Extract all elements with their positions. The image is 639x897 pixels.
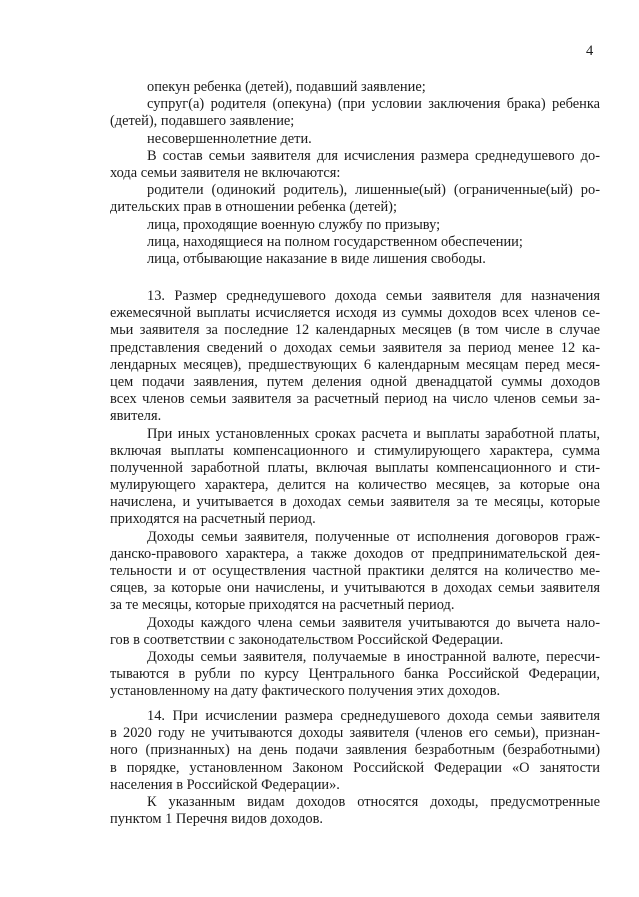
text-line: Доходы семьи заявителя, полученные от исполнения договоров граж- bbox=[147, 528, 600, 545]
text-line: тываются в рубли по курсу Центрального банка Российской Федерации, bbox=[110, 666, 600, 683]
text-line: несовершеннолетние дети. bbox=[147, 130, 312, 147]
text-line: ного (признанных) на день подачи заявления безработным (безработными) bbox=[110, 742, 600, 759]
section-13 bbox=[110, 288, 600, 701]
text-line: родители (одинокий родитель), лишенные(ый) (ограниченные(ый) ро- bbox=[147, 182, 600, 199]
text-line: включая выплаты компенсационного и стимулирующего характера, сумма bbox=[110, 442, 600, 459]
text-line: ежемесячной выплаты исчисляется исходя из суммы доходов всех членов се- bbox=[110, 305, 600, 322]
text-line: начислена, и учитывается в доходах семьи заявителя за те месяцы, которые bbox=[110, 494, 600, 511]
text-line: Доходы каждого члена семьи заявителя учитываются до вычета нало- bbox=[147, 614, 600, 631]
text-line: В состав семьи заявителя для исчисления размера среднедушевого до- bbox=[147, 147, 600, 164]
section-family-composition bbox=[110, 79, 600, 268]
text-line: приходятся на расчетный период. bbox=[110, 511, 316, 528]
text-line: лица, отбывающие наказание в виде лишения свободы. bbox=[147, 250, 486, 267]
text-line: явителя. bbox=[110, 408, 162, 425]
text-line: хода семьи заявителя не включаются: bbox=[110, 164, 341, 181]
text-line: установленному на дату фактического получения этих доходов. bbox=[110, 683, 501, 700]
text-line: При иных установленных сроках расчета и выплаты заработной платы, bbox=[147, 425, 600, 442]
text-line: представления сведений о доходах семьи заявителя за период менее 12 ка- bbox=[110, 339, 600, 356]
text-line: цем подачи заявления, путем деления одной двенадцатой суммы доходов bbox=[110, 373, 600, 390]
text-line: (детей), подавшего заявление; bbox=[110, 113, 295, 130]
text-line: 14. При исчислении размера среднедушевого дохода семьи заявителя bbox=[147, 708, 600, 724]
text-line: тельности и от осуществления частной практики делятся на количество ме- bbox=[110, 563, 600, 579]
text-line: данско-правового характера, а также доходов от предпринимательской дея- bbox=[110, 545, 600, 562]
text-line: К указанным видам доходов относятся доходы, предусмотренные bbox=[147, 793, 600, 810]
text-line: в порядке, установленном Законом Российской Федерации «О занятости bbox=[110, 759, 600, 776]
text-line: пунктом 1 Перечня видов доходов. bbox=[110, 811, 323, 828]
text-line: гов в соответствии с законодательством Российской Федерации. bbox=[110, 631, 504, 648]
text-line: дительских прав в отношении ребенка (детей); bbox=[110, 199, 397, 216]
text-line: за те месяцы, которые приходятся на расчетный период. bbox=[110, 597, 455, 614]
text-line: мьи заявителя за последние 12 календарных месяцев (в том числе в случае bbox=[110, 322, 600, 339]
page-number: 4 bbox=[586, 43, 594, 59]
text-line: лендарных месяцев), предшествующих 6 календарным месяцам перед меся- bbox=[110, 356, 600, 373]
text-line: супруг(а) родителя (опекуна) (при условии заключения брака) ребенка bbox=[147, 96, 600, 113]
section-14 bbox=[110, 708, 600, 828]
text-line: полученной заработной платы, включая выплаты компенсационного и сти- bbox=[110, 459, 600, 476]
text-line: лица, проходящие военную службу по призыву; bbox=[147, 216, 441, 233]
text-line: 13. Размер среднедушевого дохода семьи заявителя для назначения bbox=[147, 288, 600, 304]
text-line: всех членов семьи заявителя за расчетный период на число членов семьи за- bbox=[110, 391, 600, 408]
text-line: в 2020 году не учитываются доходы заявителя (членов его семьи), признан- bbox=[110, 725, 600, 742]
text-line: опекун ребенка (детей), подавший заявление; bbox=[147, 79, 426, 95]
text-line: сяцев, за которые они начислены, и учитываются в доходах семьи заявителя bbox=[110, 580, 600, 597]
text-line: населения в Российской Федерации». bbox=[110, 776, 340, 793]
text-line: лица, находящиеся на полном государственном обеспечении; bbox=[147, 233, 523, 250]
text-line: мулирующего характера, делится на количество месяцев, за которые она bbox=[110, 477, 600, 494]
text-line: Доходы семьи заявителя, получаемые в иностранной валюте, пересчи- bbox=[147, 648, 600, 665]
